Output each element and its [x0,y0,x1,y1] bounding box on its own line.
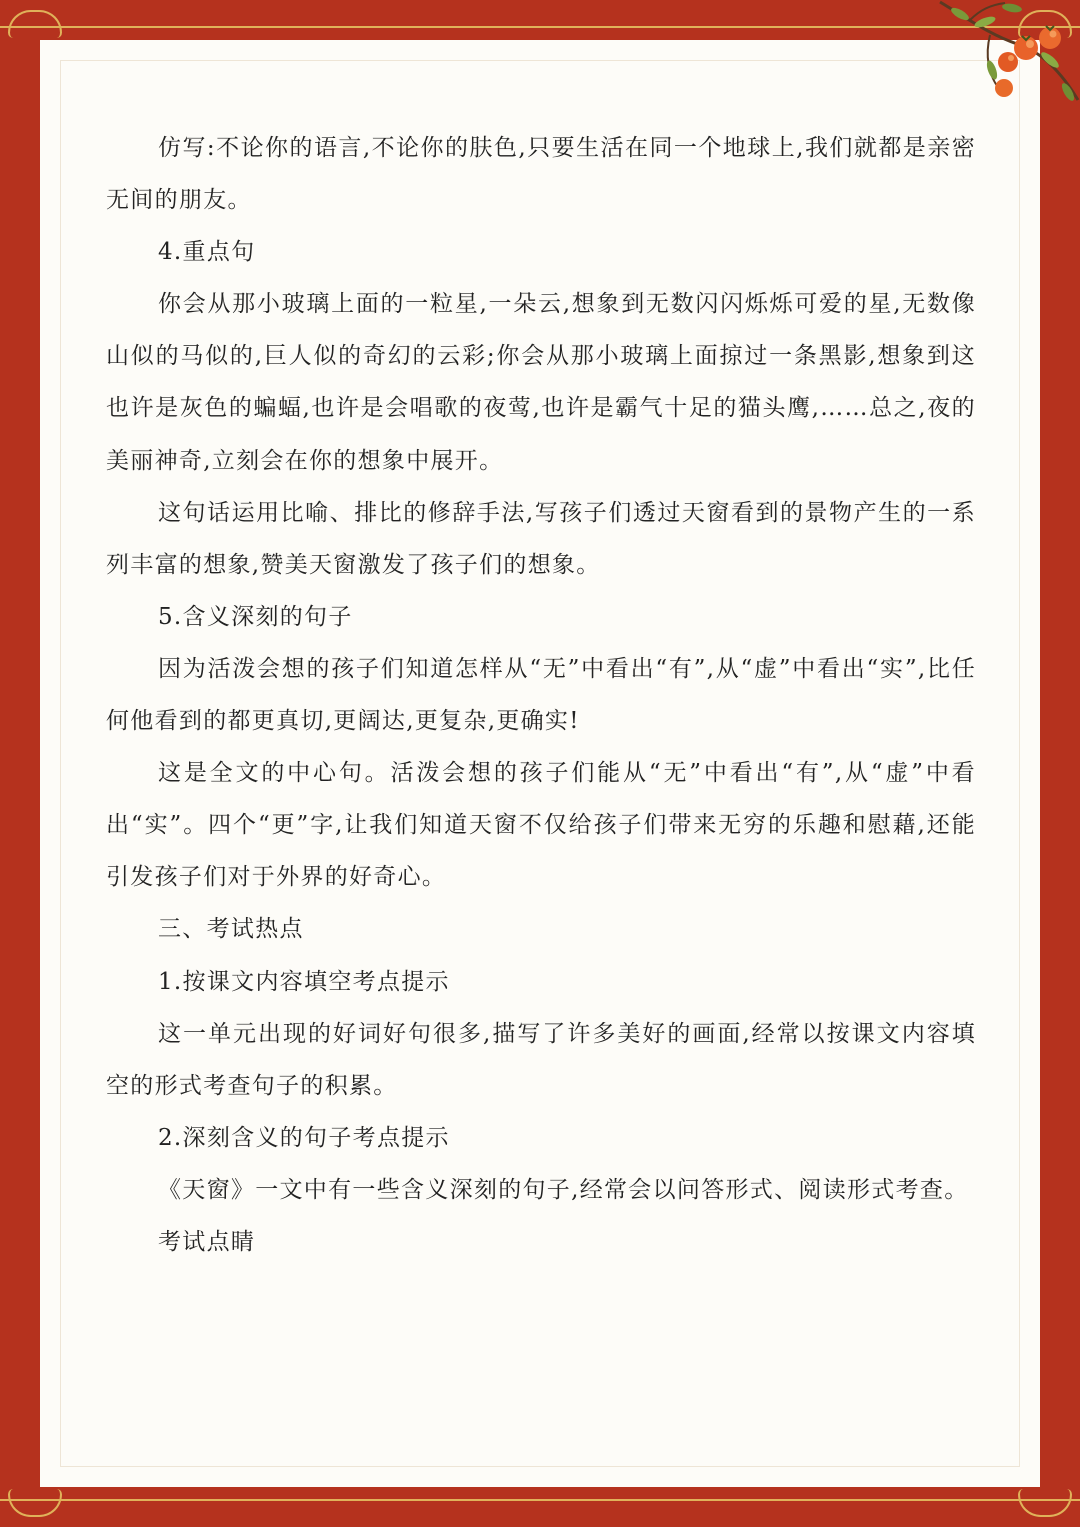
paragraph: 《天窗》一文中有一些含义深刻的句子,经常会以问答形式、阅读形式考查。 [158,1176,969,1203]
cloud-corner-icon [8,10,62,38]
paragraph: 这是全文的中心句。活泼会想的孩子们能从“无”中看出“有”,从“虚”中看出“实”。四个“更”字,让我们知道天窗不仅给孩子们带来无穷的乐趣和慰藉,还能引发孩子们对于外界的好奇心。 [106,760,976,891]
section-heading: 1.按课文内容填空考点提示 [158,968,450,995]
paragraph: 这句话运用比喻、排比的修辞手法,写孩子们透过天窗看到的景物产生的一系列丰富的想象,赞美天窗激发了孩子们的想象。 [106,499,976,578]
paragraph: 仿写:不论你的语言,不论你的肤色,只要生活在同一个地球上,我们就都是亲密无间的朋友。 [106,135,976,214]
persimmon-branch-icon [930,0,1080,115]
gold-border-bottom [0,1499,1080,1501]
paper-sheet [40,40,1040,1487]
article-body [106,122,976,1268]
gold-border-top [0,26,1080,28]
section-heading: 三、考试热点 [158,916,304,943]
cloud-corner-icon [8,1489,62,1517]
section-heading: 2.深刻含义的句子考点提示 [158,1124,450,1151]
paragraph: 这一单元出现的好词好句很多,描写了许多美好的画面,经常以按课文内容填空的形式考查句子的积累。 [106,1020,976,1099]
paragraph: 因为活泼会想的孩子们知道怎样从“无”中看出“有”,从“虚”中看出“实”,比任何他看到的都更真切,更阔达,更复杂,更确实! [106,655,976,735]
section-heading: 考试点睛 [158,1228,256,1255]
paragraph: 你会从那小玻璃上面的一粒星,一朵云,想象到无数闪闪烁烁可爱的星,无数像山似的马似的,巨人似的奇幻的云彩;你会从那小玻璃上面掠过一条黑影,想象到这也许是灰色的蝙蝠,也许是会唱歌的夜莺,也许是霸气十足的猫头鹰,……总之,夜的美丽神奇,立刻会在你的想象中展开。 [106,291,976,474]
cloud-corner-icon [1018,1489,1072,1517]
section-heading: 4.重点句 [158,239,256,266]
section-heading: 5.含义深刻的句子 [158,603,353,630]
